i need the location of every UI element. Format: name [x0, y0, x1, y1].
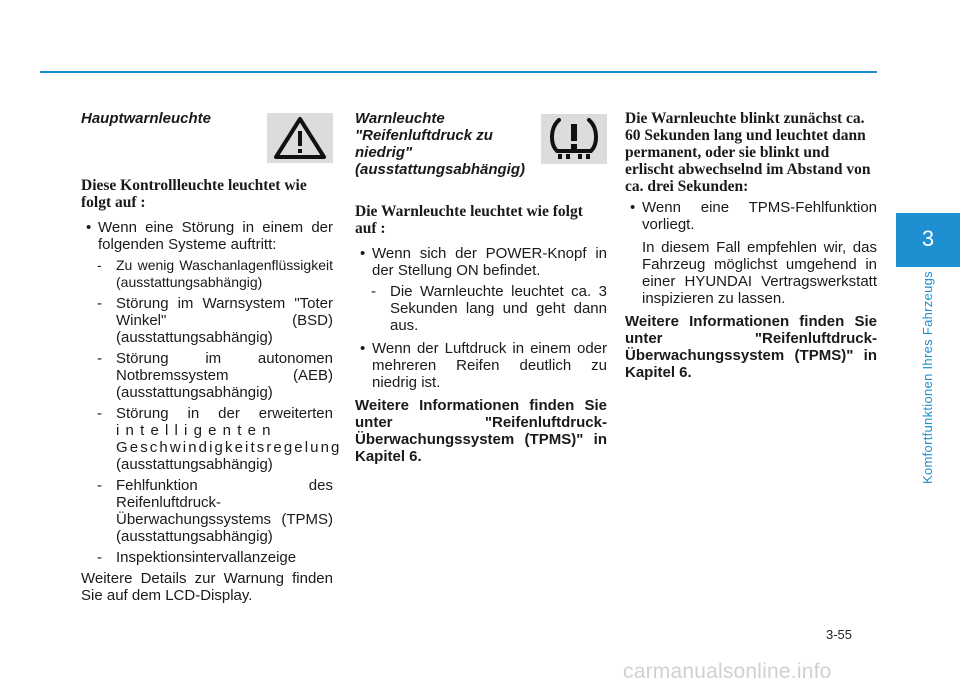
tire-pressure-icon — [541, 114, 607, 164]
section-title: "Reifenluftdruck zu — [355, 127, 493, 144]
warning-triangle-icon — [267, 113, 333, 163]
section-title: (ausstattungsabhängig) — [355, 161, 526, 178]
list-item-line: (ausstattungsabhängig) — [116, 456, 273, 473]
note-text: In diesem Fall empfehlen wir, das Fahrzeug möglichst umgehend in einer HYUNDAI Vertragswerkstatt inspizieren zu lassen. — [642, 239, 877, 307]
list-item: - Die Warnleuchte leuchtet ca. 3 Sekunden lang und geht dann aus. — [371, 283, 607, 334]
list-item: - Fehlfunktion des Reifenluftdruck-Überwachungssystems (TPMS) (ausstattungsabhängig) — [97, 477, 333, 545]
intro-text: Die Warnleuchte leuchtet wie folgt auf : — [355, 203, 583, 237]
intro-text: Die Warnleuchte blinkt zunächst ca. 60 Sekunden lang und leuchtet dann permanent, oder sie blinkt und erlischt abwechselnd im Abstand von ca. drei Sekunden: — [625, 110, 871, 195]
bullet-item: • Wenn eine Störung in einem der folgenden Systeme auftritt: — [81, 219, 333, 253]
header-rule — [40, 71, 877, 73]
chapter-number: 3 — [921, 226, 935, 251]
page-number: 3-55 — [826, 627, 853, 642]
column-tpms-malfunction — [625, 108, 877, 381]
bullet-item: • Wenn der Luftdruck in einem oder mehreren Reifen deutlich zu niedrig ist. — [355, 340, 607, 391]
list-item: - Störung im Warnsystem "Toter Winkel" (BSD) (ausstattungsabhängig) — [97, 295, 333, 346]
list-item-line: Störung in der erweiterten — [116, 405, 333, 422]
section-title: Hauptwarnleuchte — [81, 110, 212, 127]
section-title: niedrig" — [355, 144, 413, 161]
chapter-tab — [896, 213, 960, 267]
bullet-item: • Wenn sich der POWER-Knopf in der Stellung ON befindet. — [355, 245, 607, 279]
list-item-line: Geschwindigkeitsregelung — [116, 439, 342, 456]
list-item: - Störung im autonomen Notbremssystem (AEB) (ausstattungsabhängig) — [97, 350, 333, 401]
list-item: - Störung in der erweiterten intelligenten Geschwindigkeitsregelung (ausstattungsabhängig) — [97, 405, 342, 473]
footer-text: Weitere Details zur Warnung finden Sie auf dem LCD-Display. — [81, 570, 333, 604]
watermark: carmanualsonline.info — [623, 660, 832, 683]
list-item: - Inspektionsintervallanzeige — [97, 549, 297, 566]
list-item: - Zu wenig Waschanlagenflüssigkeit (ausstattungsabhängig) — [97, 257, 333, 290]
reference-text: Weitere Informationen finden Sie unter "Reifenluftdruck-Überwachungssystem (TPMS)" in Kapitel 6. — [625, 313, 877, 381]
bullet-item: • Wenn eine TPMS-Fehlfunktion vorliegt. — [625, 199, 877, 233]
list-item-line: intelligenten — [116, 422, 277, 439]
column-tpms-warning — [355, 108, 607, 465]
intro-text: Diese Kontrollleuchte leuchtet wie folgt auf : — [81, 177, 307, 211]
section-title: Warnleuchte — [355, 110, 445, 127]
chapter-title: Komfortfunktionen Ihres Fahrzeugs — [920, 271, 935, 484]
column-master-warning — [81, 108, 342, 604]
reference-text: Weitere Informationen finden Sie unter "Reifenluftdruck-Überwachungssystem (TPMS)" in Kapitel 6. — [355, 397, 607, 465]
